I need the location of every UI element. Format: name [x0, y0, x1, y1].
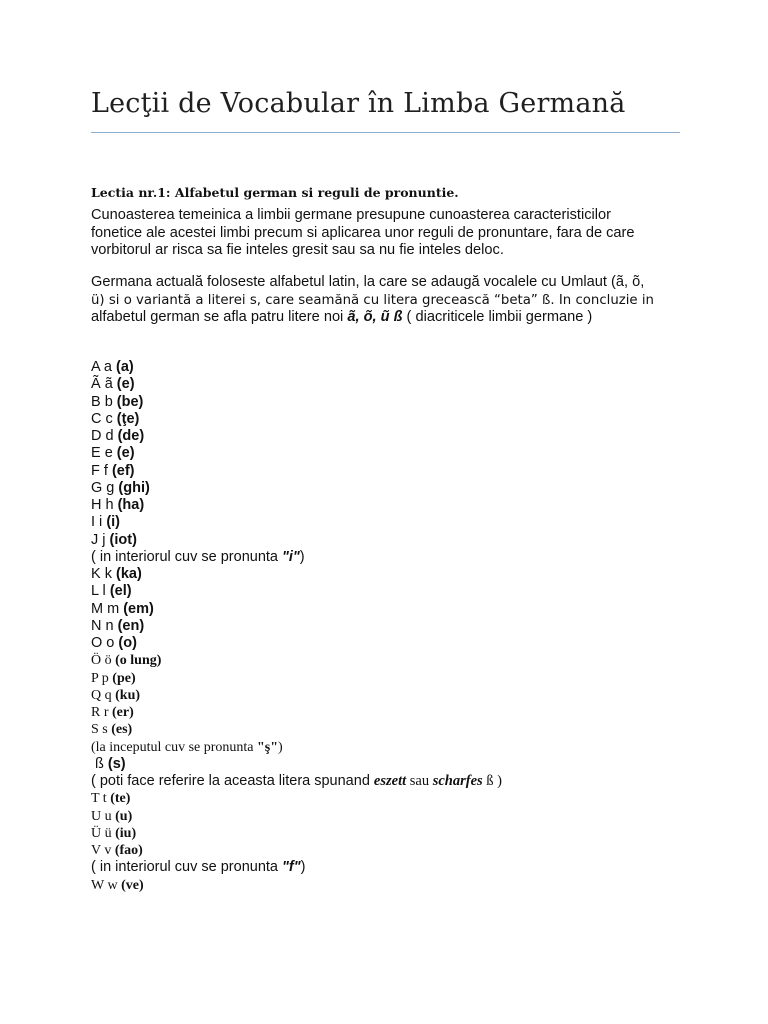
pronunciation: (te): [110, 791, 131, 807]
pronunciation: (em): [123, 600, 154, 617]
letter: P p: [91, 670, 113, 686]
letter: F f: [91, 462, 112, 479]
pronunciation: (er): [112, 705, 134, 720]
alphabet-list: [91, 359, 691, 894]
paragraph-line: Cunoasterea temeinica a limbii germane presupune cunoasterea caracteristicilor: [91, 207, 611, 223]
pronunciation: (e): [116, 376, 135, 393]
pronunciation: (el): [109, 583, 132, 600]
pronunciation: (be): [116, 393, 144, 410]
pronunciation: (ghi): [118, 479, 150, 496]
alphabet-row-j: [91, 532, 691, 549]
note-text: ): [278, 739, 283, 755]
alphabet-row-e: [91, 445, 691, 462]
letter: T t: [91, 791, 111, 807]
alphabet-row-h: [91, 497, 691, 514]
pronunciation: (iot): [109, 531, 137, 548]
letter: V v: [91, 843, 115, 858]
pronunciation: (en): [117, 617, 145, 634]
letter: H h: [91, 497, 118, 513]
alphabet-row-r: [91, 704, 691, 721]
alphabet-row-a-umlaut: [91, 376, 691, 393]
pronunciation: (ve): [121, 877, 144, 893]
note-text: ( in interiorul cuv se pronunta: [91, 548, 283, 565]
pronunciation: (de): [117, 428, 145, 444]
letter: B b: [91, 393, 117, 410]
letter: M m: [91, 600, 124, 617]
pronunciation: (fao): [114, 843, 143, 858]
letter: Q q: [91, 687, 116, 703]
alphabet-row-o-umlaut: [91, 652, 691, 669]
letter: K k: [91, 566, 116, 582]
pronunciation: (iu): [115, 825, 137, 841]
alphabet-row-m: [91, 601, 691, 618]
pronunciation: (es): [111, 722, 133, 738]
pronunciation: (o lung): [115, 653, 162, 669]
letter: O o: [91, 635, 119, 651]
pronunciation: (pe): [112, 670, 136, 686]
pronunciation: (u): [115, 808, 133, 824]
alphabet-row-l: [91, 583, 691, 600]
paragraph-intro: [91, 207, 691, 260]
letter: A a: [91, 359, 116, 375]
lesson-heading: Lectia nr.1: Alfabetul german si reguli de pronuntie.: [91, 185, 459, 200]
pronunciation-note: [91, 739, 691, 756]
letter: Ö ö: [91, 653, 116, 669]
letter: Ü ü: [91, 825, 116, 841]
alphabet-row-u: [91, 808, 691, 825]
paragraph-line: Germana actuală foloseste alfabetul latin, la care se adaugă vocalele cu Umlaut (ã, õ,: [91, 274, 645, 290]
alphabet-row-eszett: [91, 756, 691, 773]
alphabet-row-q: [91, 687, 691, 704]
paragraph-text: alfabetul german se afla patru litere noi: [91, 309, 348, 325]
note-text: sau: [406, 773, 433, 789]
letter: C c: [91, 410, 117, 427]
pronunciation: (s): [107, 755, 126, 772]
letter: G g: [91, 479, 119, 496]
letter: W w: [91, 877, 122, 893]
alphabet-row-s: [91, 721, 691, 738]
title-underline: [91, 132, 680, 133]
alphabet-row-g: [91, 480, 691, 497]
letter: Ã ã: [91, 376, 117, 393]
pronunciation-note: [91, 859, 691, 876]
note-sound: "i": [282, 548, 300, 565]
letter: N n: [91, 617, 118, 634]
eszett-note: [91, 773, 691, 790]
note-text: ( poti face referire la aceasta litera spunand: [91, 773, 374, 789]
letter: S s: [91, 722, 112, 738]
paragraph-line: fonetice ale acestei limbi precum si aplicarea unor reguli de pronuntare, fara de care: [91, 224, 635, 241]
new-letters: ã, õ, ũ ß: [347, 309, 403, 325]
alphabet-row-v: [91, 842, 691, 859]
pronunciation: (o): [118, 635, 137, 651]
alphabet-row-u-umlaut: [91, 825, 691, 842]
pronunciation: (ka): [115, 566, 142, 582]
letter: J j: [91, 531, 110, 548]
note-term: scharfes: [432, 773, 483, 789]
pronunciation: (ef): [111, 462, 135, 479]
paragraph-line: vorbitorul ar risca sa fie inteles gresit sau sa nu fie inteles deloc.: [91, 242, 504, 258]
note-text: ): [300, 859, 306, 876]
note-text: ß ): [482, 773, 503, 789]
letter: U u: [91, 808, 116, 824]
letter: L l: [91, 583, 110, 600]
alphabet-row-i: [91, 514, 691, 531]
page-title: Lecţii de Vocabular în Limba Germană: [91, 88, 626, 119]
note-text: ): [299, 548, 305, 565]
pronunciation-note: [91, 549, 691, 566]
paragraph-line: ü) si o variantă a literei s, care seamănă cu litera grecească “beta” ß. In concluzie in: [91, 292, 654, 308]
letter: D d: [91, 428, 118, 444]
alphabet-row-b: [91, 394, 691, 411]
note-text: ( in interiorul cuv se pronunta: [91, 859, 283, 876]
alphabet-row-w: [91, 877, 691, 894]
note-text: (la inceputul cuv se pronunta: [91, 739, 258, 755]
alphabet-row-a: [91, 359, 691, 376]
note-sound: "ş": [257, 739, 279, 755]
pronunciation: (ha): [117, 497, 145, 513]
letter: I i: [91, 514, 107, 531]
pronunciation: (e): [116, 445, 135, 462]
pronunciation: (a): [116, 359, 134, 375]
letter: R r: [91, 705, 112, 720]
alphabet-row-k: [91, 566, 691, 583]
letter: E e: [91, 445, 117, 462]
pronunciation: (ţe): [116, 410, 140, 427]
letter: ß: [95, 755, 108, 772]
paragraph-text: ( diacriticele limbii germane ): [402, 309, 593, 325]
alphabet-row-t: [91, 790, 691, 807]
alphabet-row-p: [91, 670, 691, 687]
alphabet-row-f: [91, 463, 691, 480]
alphabet-row-n: [91, 618, 691, 635]
paragraph-line: [91, 309, 691, 327]
paragraph-alphabet: [91, 274, 691, 327]
pronunciation: (ku): [115, 687, 141, 703]
note-term: eszett: [373, 773, 407, 789]
alphabet-row-c: [91, 411, 691, 428]
alphabet-row-o: [91, 635, 691, 652]
alphabet-row-d: [91, 428, 691, 445]
note-sound: "f": [282, 859, 301, 876]
pronunciation: (i): [106, 514, 120, 531]
